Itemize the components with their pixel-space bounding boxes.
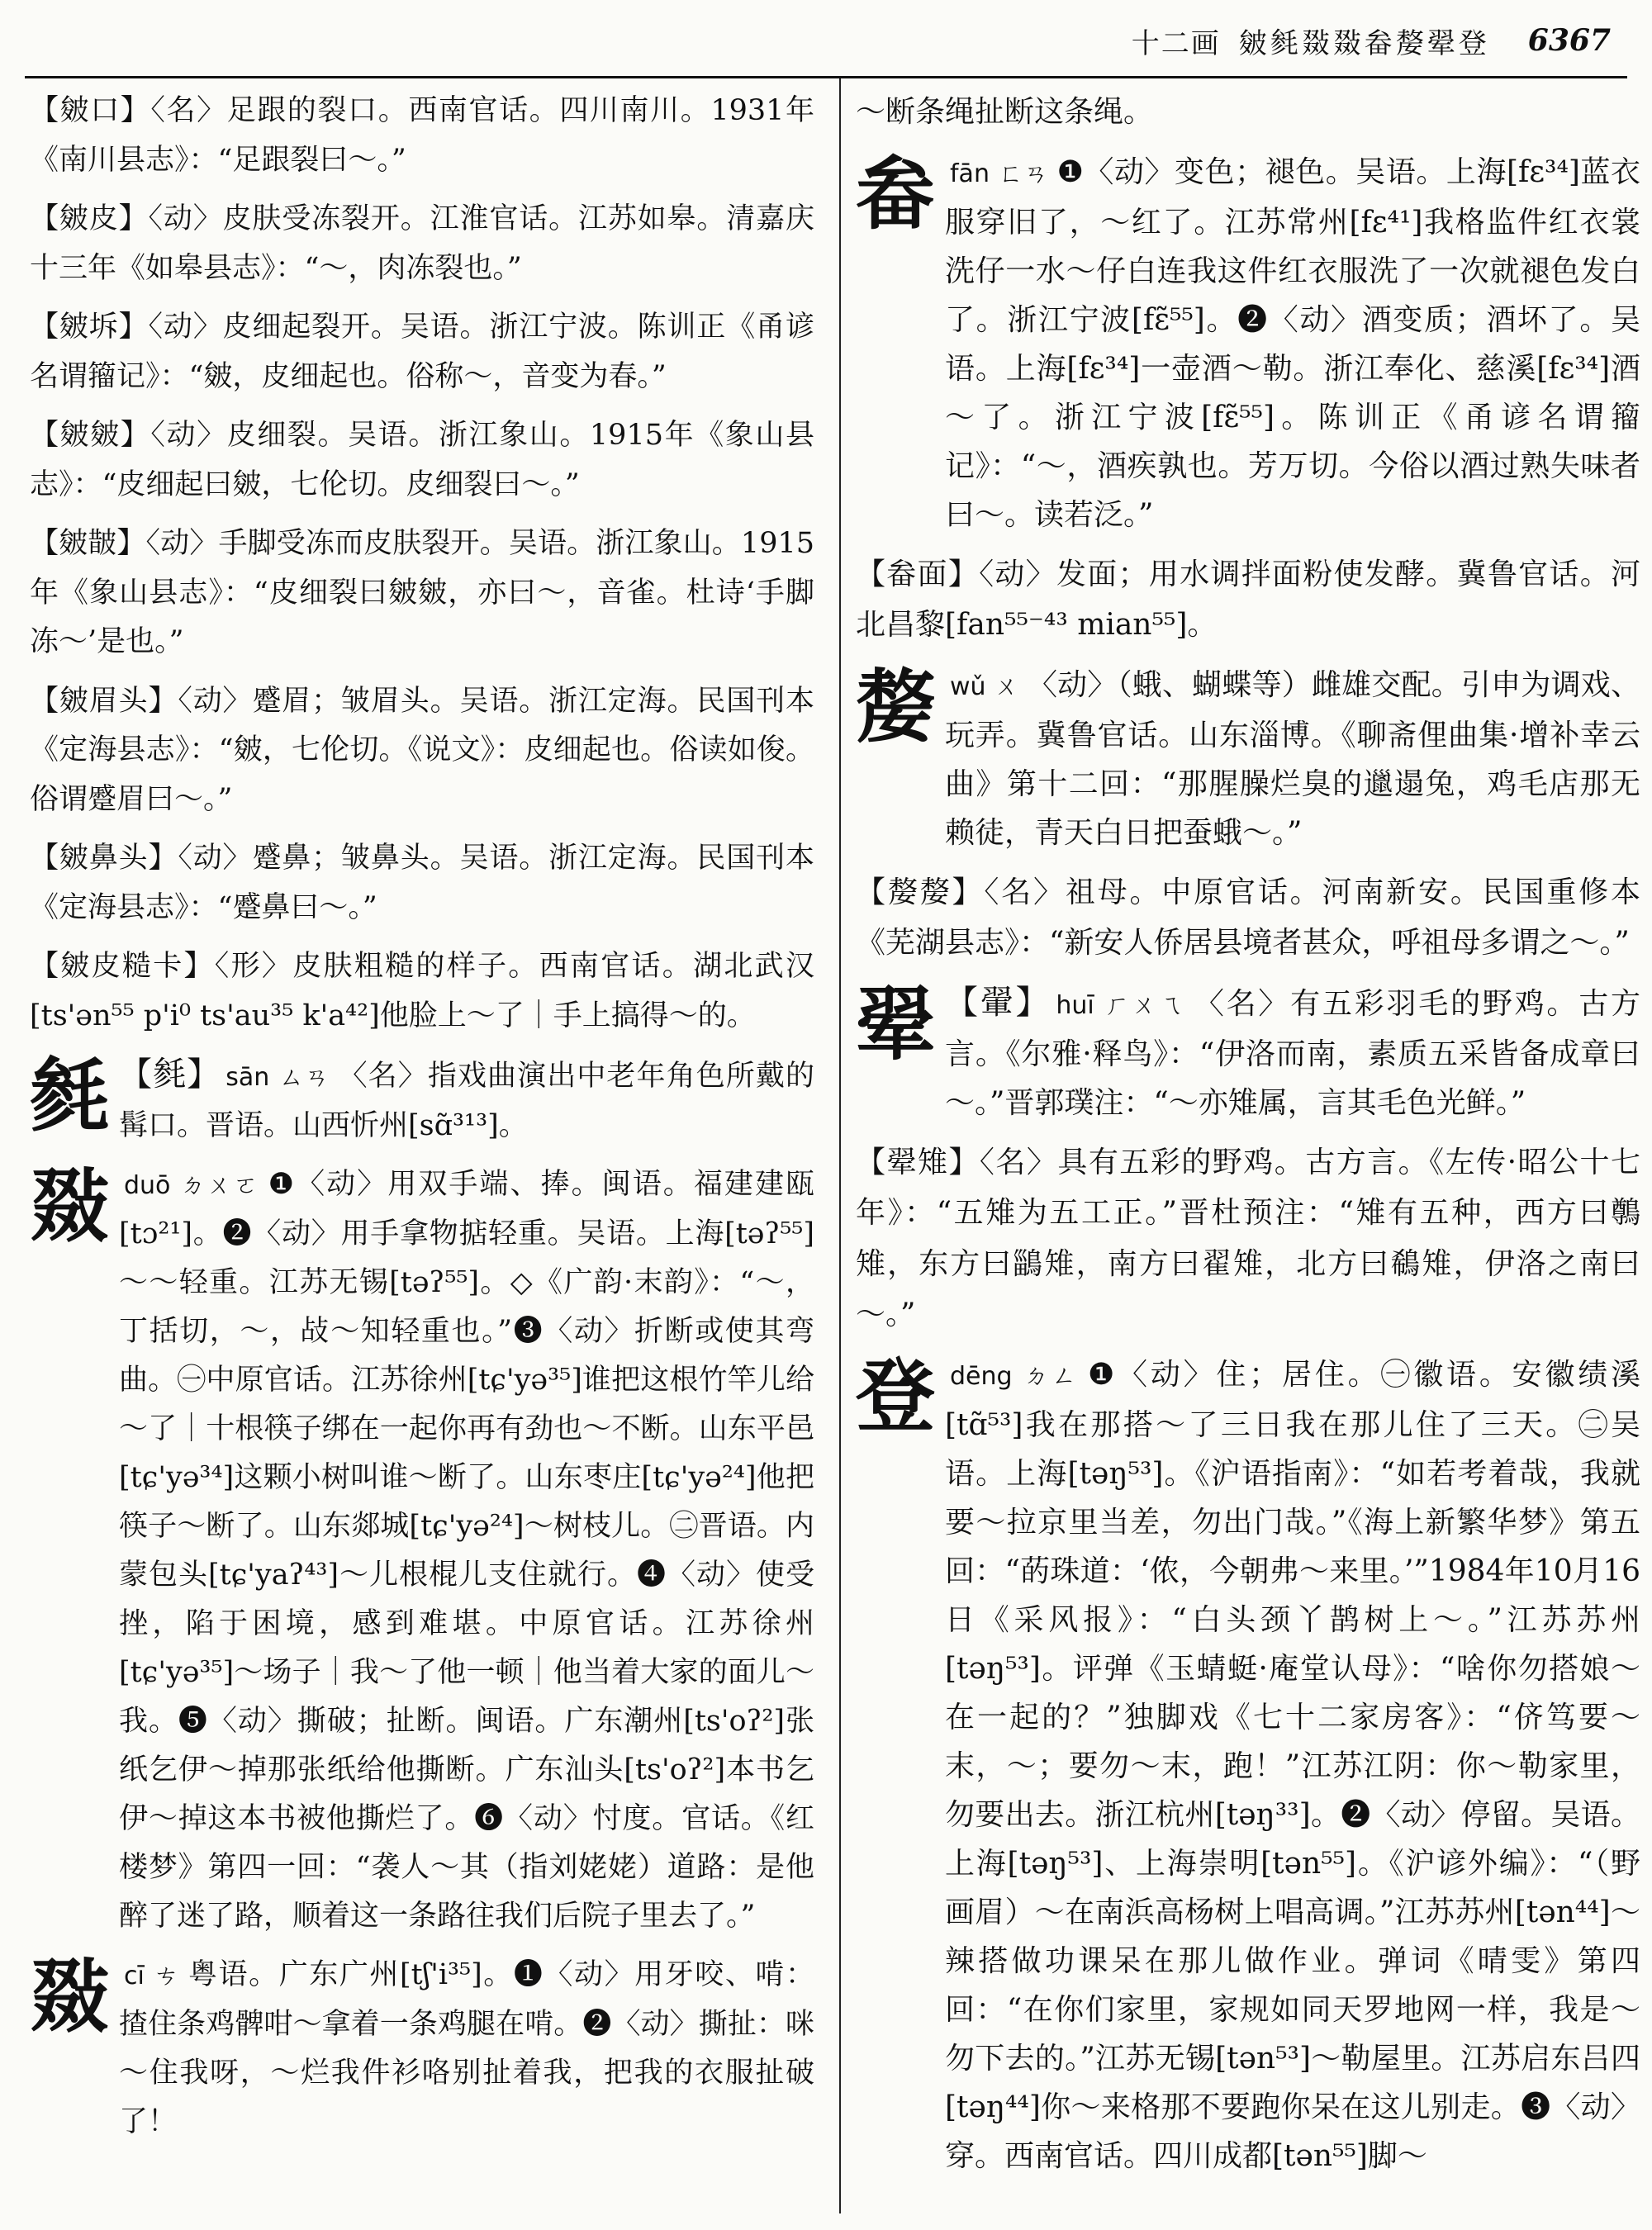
definition-text: 【皴皵】〈动〉手脚受冻而皮肤裂开。吴语。浙江象山。1915年《象山县志》：“皮细裂曰皴皴，亦曰～，音雀。杜诗‘手脚冻～’是也。” — [30, 527, 814, 658]
pinyin: sān — [225, 1063, 270, 1092]
subentry — [30, 195, 814, 293]
definition-text: ❶〈动〉住；居住。㊀徽语。安徽绩溪[tɑ̃⁵³]我在那搭～了三日我在那儿住了三天。㊁吴语。上海[təŋ⁵³]。《沪语指南》：“如若考着哉，我就要～拉京里当差，勿出门哉。”《海上新繁华梦》第五回：“菂珠道：‘侬，今朝弗～来里。’”1984年10月16日《采风报》：“白头颈丫鹊树上～。”江苏苏州[təŋ⁵³]。评弹《玉蜻蜓·庵堂认母》：“啥你勿搭娘～在一起的？”独脚戏《七十二家房客》：“侪笃要～末，～；要勿～末，跑！”江苏江阴：你～勒家里，勿要出去。浙江杭州[təŋ³³]。❷〈动〉停留。吴语。上海[təŋ⁵³]、上海崇明[tən⁵⁵]。《沪谚外编》：“（野画眉）～在南浜高杨树上唱高调。”江苏苏州[tən⁴⁴]～辣搭做功课呆在那儿做作业。弹词《晴雯》第四回：“在你们家里，家规如同天罗地网一样，我是～勿下去的。”江苏无锡[tən⁵³]～勒屋里。江苏启东吕四[təŋ⁴⁴]你～来格那不要跑你呆在这儿别走。❸〈动〉穿。西南官话。四川成都[tən⁵⁵]脚～ — [945, 1357, 1641, 2173]
headword-entry — [856, 148, 1640, 539]
page-header — [1016, 12, 1611, 69]
subentry — [30, 87, 814, 185]
subentry — [856, 1137, 1640, 1340]
subentry — [856, 87, 1640, 138]
definition-text: 【嫠嫠】〈名〉祖母。中原官话。河南新安。民国重修本《芜湖县志》：“新安人侨居县境者甚众，呼祖母多谓之～。” — [856, 875, 1640, 960]
definition-text: 【皴口】〈名〉足跟的裂口。西南官话。四川南川。1931年《南川县志》：“足跟裂曰～。” — [30, 94, 814, 177]
headword-entry — [30, 1951, 814, 2147]
headword-entry — [856, 661, 1640, 857]
zhuyin: ㄘ — [152, 1962, 180, 1990]
subentry — [30, 303, 814, 401]
headword-char: 敠 — [30, 1160, 109, 1253]
left-column — [30, 87, 814, 2156]
subentry — [30, 520, 814, 667]
definition-text: 粤语。广东广州[tʃ'i³⁵]。❶〈动〉用牙咬、啃：揸住条鸡髀咁～拿着一条鸡腿在啃。❷〈动〉撕扯：咪～住我呀，～烂我件衫咯别扯着我，把我的衣服扯破了！ — [119, 1958, 814, 2138]
definition-text: 【皴坼】〈动〉皮细起裂开。吴语。浙江宁波。陈训正《甬谚名谓籀记》：“皴，皮细起也。俗称～，音变为春。” — [30, 311, 814, 393]
headword-entry — [30, 1051, 814, 1151]
zhuyin: ㄏㄨㄟ — [1102, 990, 1186, 1020]
subentry — [30, 942, 814, 1041]
subentry — [856, 867, 1640, 969]
pinyin: dēng — [950, 1361, 1013, 1391]
headword-char: 畚 — [856, 146, 935, 240]
header-characters: 皴毵敠敠畚嫠翚登 — [1238, 26, 1490, 60]
definition-text: ～断条绳扯断这条绳。 — [856, 95, 1154, 129]
pinyin: wǔ — [950, 671, 986, 701]
definition-text: ❶〈动〉变色；褪色。吴语。上海[fɛ³⁴]蓝衣服穿旧了，～红了。江苏常州[fɛ⁴¹]我格监件红衣裳洗仔一水～仔白连我这件红衣服洗了一次就褪色发白了。浙江宁波[fɛ̃⁵⁵]。❷〈动〉酒变质；酒坏了。吴语。上海[fɛ³⁴]一壶酒～勒。浙江奉化、慈溪[fɛ³⁴]酒～了。浙江宁波[fɛ̃⁵⁵]。陈训正《甬谚名谓籀记》：“～，酒疾孰也。芳万切。今俗以酒过熟失味者曰～。读若泛。” — [945, 154, 1640, 532]
pinyin: fān — [950, 159, 990, 188]
headword-entry — [30, 1160, 814, 1941]
subentry — [30, 677, 814, 825]
header-rule — [25, 76, 1627, 78]
pinyin: cī — [124, 1962, 145, 1990]
definition-text: 〈名〉有五彩羽毛的野鸡。古方言。《尔雅·释鸟》：“伊洛而南，素质五采皆备成章曰～。”晋郭璞注：“～亦雉属，言其毛色光鲜。” — [945, 986, 1640, 1120]
definition-text: 【皴眉头】〈动〉蹙眉；皱眉头。吴语。浙江定海。民国刊本《定海县志》：“皴，七伦切。《说文》：皮细起也。俗读如俊。俗谓蹙眉曰～。” — [30, 684, 814, 816]
definition-text: ❶〈动〉用双手端、捧。闽语。福建建瓯[tɔ²¹]。❷〈动〉用手拿物掂轻重。吴语。上海[təʔ⁵⁵]～～轻重。江苏无锡[təʔ⁵⁵]。◇《广韵·末韵》：“～，丁括切，～，敁～知轻重也。”❸〈动〉折断或使其弯曲。㊀中原官话。江苏徐州[tɕ'yə³⁵]谁把这根竹竿儿给～了｜十根筷子绑在一起你再有劲也～不断。山东平邑[tɕ'yə³⁴]这颗小树叫谁～断了。山东枣庄[tɕ'yə²⁴]他把筷子～断了。山东郯城[tɕ'yə²⁴]～树枝儿。㊁晋语。内蒙包头[tɕ'yaʔ⁴³]～儿根棍儿支住就行。❹〈动〉使受挫，陷于困境，感到难堪。中原官话。江苏徐州[tɕ'yə³⁵]～场子｜我～了他一顿｜他当着大家的面儿～我。❺〈动〉撕破；扯断。闽语。广东潮州[ts'oʔ²]张纸乞伊～掉那张纸给他撕断。广东汕头[ts'oʔ²]本书乞伊～掉这本书被他撕烂了。❻〈动〉忖度。官话。《红楼梦》第四一回：“袭人～其（指刘姥姥）道路：是他醉了迷了路，顺着这一条路往我们后院子里去了。” — [119, 1168, 814, 1933]
pinyin: duō — [124, 1171, 171, 1200]
right-column — [856, 87, 1640, 2190]
subentry — [30, 834, 814, 932]
zhuyin: ㄙㄢ — [278, 1063, 330, 1092]
variant-form: 【翬】 — [945, 983, 1051, 1022]
definition-text: 【皴皮】〈动〉皮肤受冻裂开。江淮官话。江苏如皋。清嘉庆十三年《如皋县志》：“～，肉冻裂也。” — [30, 202, 814, 285]
section-label: 十二画 — [1131, 26, 1221, 60]
definition-text: 【皴鼻头】〈动〉蹙鼻；皱鼻头。吴语。浙江定海。民国刊本《定海县志》：“蹙鼻曰～。” — [30, 842, 814, 924]
zhuyin: ㄨ — [994, 671, 1019, 701]
definition-text: 〈名〉指戏曲演出中老年角色所戴的髯口。晋语。山西忻州[sɑ̃³¹³]。 — [119, 1060, 814, 1142]
definition-text: 【畚面】〈动〉发面；用水调拌面粉使发酵。冀鲁官话。河北昌黎[fan⁵⁵⁻⁴³ mian⁵⁵]。 — [856, 557, 1640, 642]
headword-entry — [856, 1350, 1640, 2180]
pinyin: huī — [1056, 990, 1094, 1020]
variant-form: 【毵】 — [119, 1056, 221, 1094]
definition-text: 【皴皴】〈动〉皮细裂。吴语。浙江象山。1915年《象山县志》：“皮细起曰皴，七伦切。皮细裂曰～。” — [30, 419, 814, 501]
headword-char: 登 — [856, 1349, 935, 1443]
definition-text: 〈动〉（蛾、蝴蝶等）雌雄交配。引申为调戏、玩弄。冀鲁官话。山东淄博。《聊斋俚曲集·增补幸云曲》第十二回：“那腥臊烂臭的邋遢兔，鸡毛店那无赖徒，青天白日把蚕蛾～。” — [945, 667, 1640, 850]
column-divider — [839, 78, 841, 2213]
subentry — [30, 411, 814, 510]
definition-text: 【翚雉】〈名〉具有五彩的野鸡。古方言。《左传·昭公十七年》：“五雉为五工正。”晋杜预注：“雉有五种，西方曰鷷雉，东方曰鶅雉，南方曰翟雉，北方曰鵗雉，伊洛之南曰～。” — [856, 1145, 1640, 1331]
definition-text: 【皴皮糙卡】〈形〉皮肤粗糙的样子。西南官话。湖北武汉[ts'ən⁵⁵ p'i⁰ ts'au³⁵ k'a⁴²]他脸上～了｜手上搞得～的。 — [30, 950, 814, 1032]
zhuyin: ㄉㄨㄛ — [178, 1171, 260, 1200]
subentry — [856, 549, 1640, 651]
headword-entry — [856, 979, 1640, 1127]
page-number: 6367 — [1527, 23, 1611, 58]
headword-char: 敠 — [30, 1950, 109, 2043]
headword-char: 毵 — [30, 1050, 109, 1143]
zhuyin: ㄈㄢ — [997, 159, 1049, 188]
headword-char: 嫠 — [856, 659, 935, 753]
zhuyin: ㄉㄥ — [1020, 1361, 1080, 1391]
headword-char: 翚 — [856, 977, 935, 1071]
